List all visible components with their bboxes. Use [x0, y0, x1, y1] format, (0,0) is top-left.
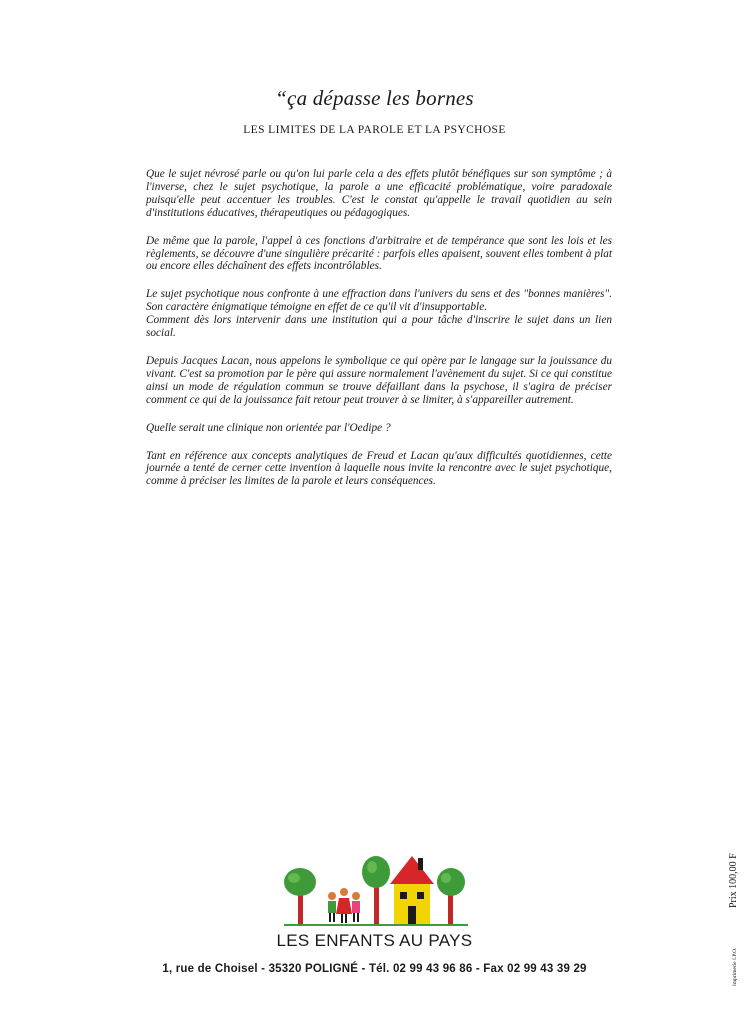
- tree-icon-left: [284, 868, 316, 924]
- children-icon: [328, 888, 360, 923]
- paragraph-3: Le sujet psychotique nous confronte à une effraction dans l'univers du sens et des "bonnes manières". Son caractère énigmatique témoigne en effet de ce qu'il vit d'insupportable.: [146, 288, 612, 314]
- price-label: Prix 100,00 F: [728, 853, 739, 908]
- paragraph-6: Quelle serait une clinique non orientée par l'Oedipe ?: [146, 421, 391, 434]
- page-title: “ça dépasse les bornes: [275, 86, 474, 110]
- body-text: [146, 168, 612, 503]
- page-subtitle: LES LIMITES DE LA PAROLE ET LA PSYCHOSE: [243, 124, 506, 136]
- tree-icon-middle: [362, 856, 390, 924]
- paragraph-5: Depuis Jacques Lacan, nous appelons le symbolique ce qui opère par le langage sur la jouissance du vivant. C'est sa promotion par le père qui assure normalement l'avènement du sujet. Si ce qui constitue ainsi un mode de régulation commun se trouve défaillant dans la psychose, il s'agira de préciser comment ce qui de la jouissance fait retour peut trouver à se limiter, à s'appareiller autrement.: [146, 354, 612, 406]
- tree-icon-right: [437, 868, 465, 924]
- contact-address: 1, rue de Choisel - 35320 POLIGNÉ - Tél. 02 99 43 96 86 - Fax 02 99 43 39 29: [162, 963, 587, 975]
- brand-name: LES ENFANTS AU PAYS: [276, 931, 473, 950]
- paragraph-7: Tant en référence aux concepts analytiques de Freud et Lacan qu'aux difficultés quotidiennes, cette journée a tenté de cerner cette invention à laquelle nous invite la rencontre avec le sujet psychotique, comme à préciser les limites de la parole et leurs conséquences.: [146, 449, 612, 488]
- paragraph-4: Comment dès lors intervenir dans une institution qui a pour tâche d'inscrire le sujet dans un lien social.: [146, 314, 612, 340]
- printer-credit: Imprimerie I.P.O.: [732, 947, 738, 986]
- logo-illustration: [276, 852, 476, 930]
- paragraph-1: Que le sujet névrosé parle ou qu'on lui parle cela a des effets plutôt bénéfiques sur son symptôme ; à l'inverse, chez le sujet psychotique, la parole a une efficacité problématique, voire paradoxale puisqu'elle peut accentuer les troubles. C'est le constat qu'appelle le travail quotidien au sein d'institutions éducatives, thérapeutiques ou pédagogiques.: [146, 168, 612, 219]
- house-icon: [390, 856, 434, 924]
- paragraph-2: De même que la parole, l'appel à ces fonctions d'arbitraire et de tempérance que sont les lois et les règlements, se découvre d'une singulière précarité : parfois elles apaisent, souvent elles tombent à plat ou encore elles déchaînent des effets incontrôlables.: [146, 234, 612, 273]
